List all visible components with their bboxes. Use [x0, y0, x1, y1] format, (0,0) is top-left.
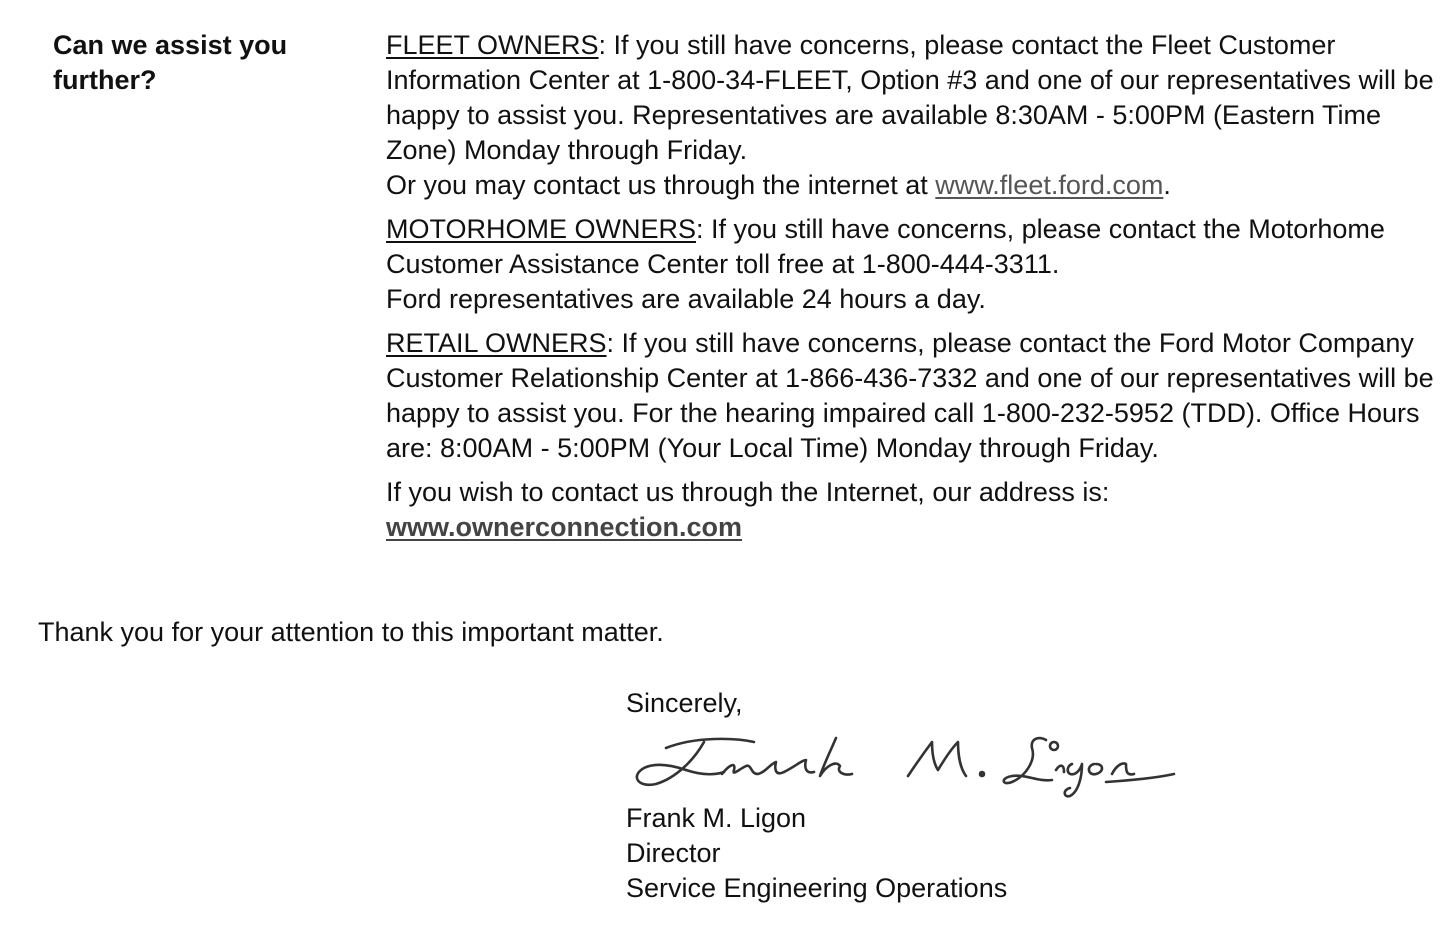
internet-text: If you wish to contact us through the Internet, our address is:: [386, 477, 1110, 507]
assist-heading: Can we assist you further?: [53, 30, 288, 95]
fleet-owners-paragraph: [386, 28, 1436, 203]
signer-title: Director: [626, 838, 721, 868]
motorhome-owners-label: MOTORHOME OWNERS: [386, 214, 696, 244]
fleet-internet-text: Or you may contact us through the internet at: [386, 170, 936, 200]
motorhome-owners-text: : If you still have concerns, please contact the Motorhome Customer Assistance Center toll free at 1-800-444-3311.: [386, 214, 1385, 279]
fleet-website-link[interactable]: www.fleet.ford.com: [935, 170, 1164, 200]
thank-you-text: Thank you for your attention to this important matter.: [38, 617, 664, 647]
retail-owners-label: RETAIL OWNERS: [386, 328, 607, 358]
closing-text: Sincerely,: [626, 688, 743, 718]
fleet-owners-text: : If you still have concerns, please contact the Fleet Customer Information Center at 1-800-34-FLEET, Option #3 and one of our representatives will be happy to assist you. Representatives are available 8:30AM - 5:00PM (Eastern Time Zone) Monday through Friday.: [386, 30, 1434, 165]
handwritten-signature: [626, 730, 1186, 808]
assist-section: [386, 28, 1436, 554]
ownerconnection-link[interactable]: www.ownerconnection.com: [386, 512, 743, 542]
motorhome-owners-paragraph: [386, 212, 1436, 317]
signer-department: Service Engineering Operations: [626, 873, 1008, 903]
retail-owners-text: : If you still have concerns, please contact the Ford Motor Company Customer Relationship Center at 1-866-436-7332 and one of our representatives will be happy to assist you. For the hearing impaired call 1-800-232-5952 (TDD). Office Hours are: 8:00AM - 5:00PM (Your Local Time) Monday through Friday.: [386, 328, 1434, 463]
fleet-owners-label: FLEET OWNERS: [386, 30, 599, 60]
motorhome-availability-text: Ford representatives are available 24 hours a day.: [386, 284, 986, 314]
signer-name: Frank M. Ligon: [626, 803, 807, 833]
internet-paragraph: [386, 475, 1436, 545]
fleet-period: .: [1163, 170, 1171, 200]
retail-owners-paragraph: [386, 326, 1436, 466]
signer-block: [626, 801, 1007, 906]
